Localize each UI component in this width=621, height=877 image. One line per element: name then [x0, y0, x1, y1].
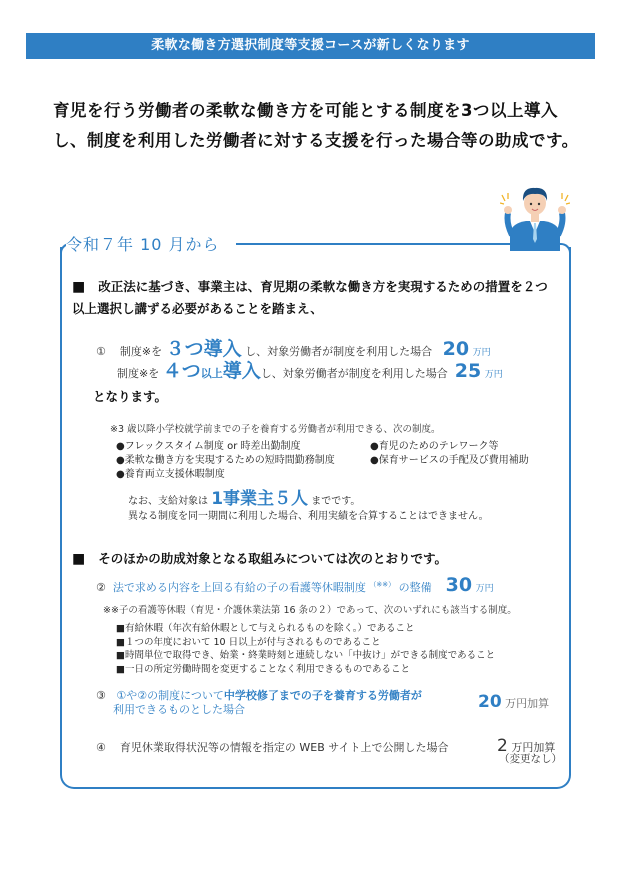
row1-pre: 制度※を — [119, 345, 163, 358]
list-item: ■有給休暇（年次有給休暇として与えられるものを除く。）であること — [116, 623, 415, 634]
section2-note: ※※子の看護等休暇（育児・介護休業法第 16 条の２）であって、次のいずれにも該当する制度。 — [103, 605, 517, 616]
r2-number: ② — [96, 581, 106, 594]
row1-number: ① — [96, 345, 106, 358]
intro-text: 育児を行う労働者の柔軟な働き方を可能とする制度を3つ以上導入し、制度を利用した労働者に対する支援を行った場合等の助成です。 — [53, 101, 579, 150]
limit-post: までです。 — [311, 496, 361, 507]
row-4-systems — [117, 356, 503, 383]
row1-unit: 万円 — [472, 348, 491, 358]
row2-pre: 制度※を — [117, 367, 160, 380]
r2-post: の整備 — [398, 581, 432, 594]
conclusion-text: となります。 — [93, 389, 168, 404]
list-item: ●養育両立支援休暇制度 — [116, 469, 225, 480]
limit-text — [128, 489, 489, 524]
list-item: ■一日の所定労働時間を変更することなく利用できるものであること — [116, 663, 410, 675]
list-item: ■時間単位で取得でき、始業・終業時刻と連続しない「中抜け」ができる制度であること — [116, 650, 496, 661]
r3-line2: 利用できるものとした場合 — [113, 703, 245, 716]
list-item: ●フレックスタイム制度 or 時差出勤制度 — [116, 441, 301, 452]
system-list-left — [116, 440, 335, 482]
condition-list — [116, 622, 495, 676]
section1-note: ※3 歳以降小学校就学前までの子を養育する労働者が利用できる、次の制度。 — [110, 424, 441, 435]
system-list-right — [370, 440, 529, 468]
r2-text: 法で求める内容を上回る有給の子の看護等休暇制度 — [112, 581, 366, 594]
section-heading: 令和７年 10 月から — [66, 232, 226, 255]
limit-pre: なお、支給対象は — [128, 496, 208, 507]
limit-big: 1事業主５人 — [211, 489, 309, 509]
r3-amount-block — [478, 692, 549, 712]
business-person-illustration — [500, 173, 570, 251]
row2-big2: 導入 — [222, 360, 261, 382]
row2-small: 以上 — [200, 367, 223, 380]
r3-pre: ①や②の制度について — [116, 689, 224, 702]
row1-post: し、対象労働者が制度を利用した場合 — [245, 345, 433, 358]
banner: 柔軟な働き方選択制度等支援コースが新しくなります — [26, 33, 595, 59]
limit-line2: 異なる制度を同一期間に利用した場合、利用実績を合算することはできません。 — [128, 511, 489, 522]
row2-big: ４つ — [162, 360, 201, 382]
r3-highlight: 中学校修了までの子を養育する労働者が — [223, 689, 422, 702]
r4-amount: 2 — [497, 736, 508, 756]
r4-unit: 万円加算 — [511, 741, 556, 754]
row-web-disclosure — [96, 739, 448, 755]
r4-sub: （変更なし） — [499, 753, 562, 765]
row1-big: ３つ導入 — [165, 338, 242, 360]
r4-number: ④ — [96, 741, 106, 754]
section2-text: そのほかの助成対象となる取組みについては次のとおりです。 — [98, 551, 448, 566]
row2-amount: 25 — [454, 360, 482, 382]
section2-paragraph — [72, 549, 447, 567]
section1-paragraph — [72, 276, 557, 320]
row1-amount: 20 — [442, 338, 470, 360]
list-item: ■１つの年度において 10 日以上が付与されるものであること — [116, 636, 381, 648]
list-item: ●柔軟な働き方を実現するための短時間勤務制度 — [116, 455, 335, 466]
r2-amount: 30 — [445, 574, 473, 596]
list-item: ●育児のためのテレワーク等 — [370, 441, 499, 452]
section1-bullet: ■ — [72, 279, 86, 295]
r3-number: ③ — [96, 689, 106, 702]
row2-unit: 万円 — [484, 370, 503, 380]
row2-post: し、対象労働者が制度を利用した場合 — [260, 367, 448, 380]
section1-text: 改正法に基づき、事業主は、育児期の柔軟な働き方を実現するための措置を２つ以上選択し講ずる必要があることを踏まえ、 — [72, 279, 548, 316]
list-item: ●保育サービスの手配及び費用補助 — [370, 455, 529, 466]
heading-line — [236, 243, 500, 245]
row-nursing-leave — [96, 574, 494, 596]
r4-text: 育児休業取得状況等の情報を指定の WEB サイト上で公開した場合 — [119, 741, 449, 754]
section2-bullet: ■ — [72, 551, 86, 567]
r2-unit: 万円 — [475, 584, 494, 594]
r3-unit: 万円加算 — [505, 697, 550, 710]
r3-amount: 20 — [478, 692, 502, 712]
r2-sup: （※※） — [369, 580, 396, 589]
